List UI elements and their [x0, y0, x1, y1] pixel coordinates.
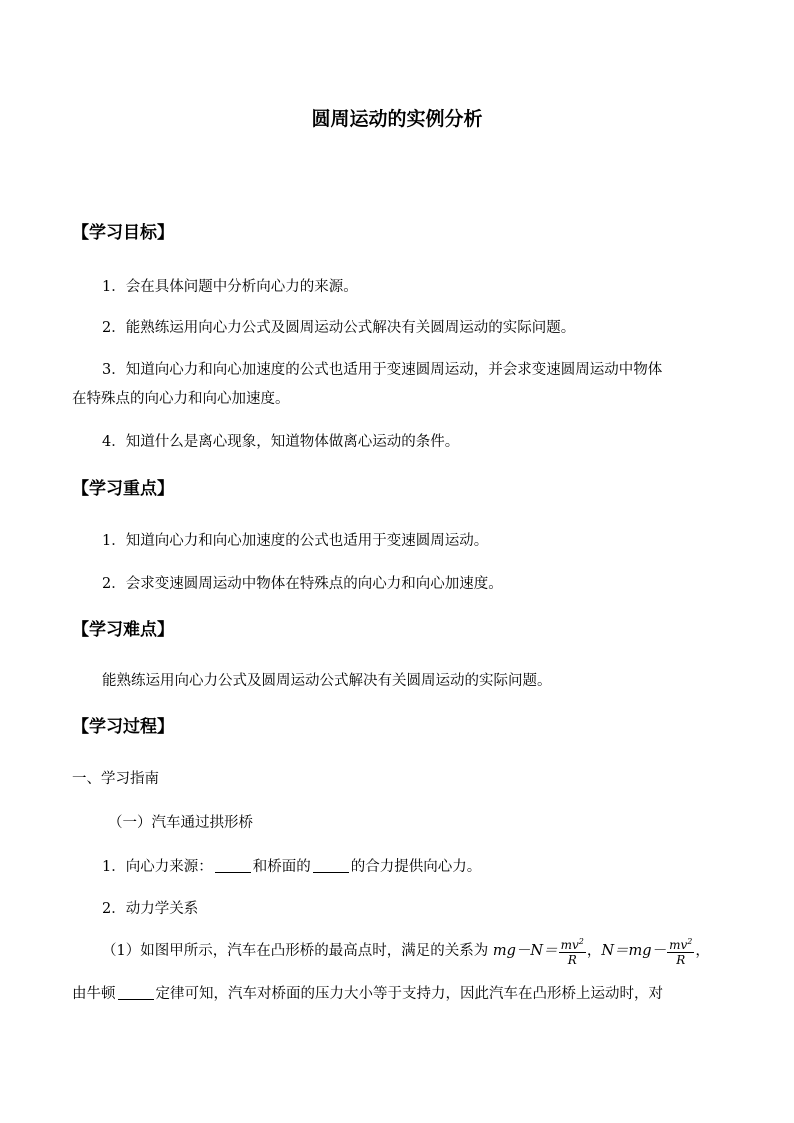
key-points-heading: 【学习重点】	[72, 479, 174, 499]
para1-text: （1）如图甲所示，汽车在凸形桥的最高点时，满足的关系为	[102, 943, 489, 959]
dynamics-heading: 2．动力学关系	[102, 901, 199, 917]
fraction-1	[559, 935, 586, 967]
fraction-2-numerator: mv	[669, 938, 688, 952]
equation-1-left: mg－N＝	[492, 943, 558, 959]
newton-law-line	[72, 982, 663, 1003]
key-point-1: 1．知道向心力和向心加速度的公式也适用于变速圆周运动。	[102, 533, 489, 549]
equation-separator: ，	[586, 943, 602, 959]
convex-bridge-line	[102, 935, 710, 967]
fraction-1-denominator: R	[567, 953, 577, 967]
document-title: 圆周运动的实例分析	[311, 108, 483, 130]
guide-heading: 一、学习指南	[72, 771, 159, 787]
blank-2[interactable]	[313, 858, 349, 873]
subsection-1-heading: （一）汽车通过拱形桥	[108, 815, 253, 831]
fraction-2-exponent: 2	[687, 937, 693, 946]
fraction-2-denominator: R	[676, 953, 686, 967]
fraction-1-exponent: 2	[578, 937, 584, 946]
equation-2-left: N＝mg－	[601, 943, 667, 959]
goal-item-3: 3．知道向心力和向心加速度的公式也适用于变速圆周运动，并会求变速圆周运动中物体	[102, 362, 663, 378]
centripetal-source-line	[102, 855, 481, 876]
equation-end-comma: ，	[695, 943, 710, 959]
blank-3[interactable]	[118, 985, 154, 1000]
goal-item-4: 4．知道什么是离心现象，知道物体做离心运动的条件。	[102, 434, 460, 450]
key-point-2: 2．会求变速圆周运动中物体在特殊点的向心力和向心加速度。	[102, 576, 503, 592]
fraction-1-numerator: mv	[560, 938, 579, 952]
item1-mid: 和桥面的	[252, 859, 311, 875]
para2-start: 由牛顿	[72, 986, 116, 1002]
difficulty-heading: 【学习难点】	[72, 620, 174, 640]
goal-item-1: 1．会在具体问题中分析向心力的来源。	[102, 279, 358, 295]
item1-end: 的合力提供向心力。	[350, 859, 482, 875]
blank-1[interactable]	[215, 858, 251, 873]
process-heading: 【学习过程】	[72, 717, 174, 737]
goal-item-3-cont: 在特殊点的向心力和向心加速度。	[72, 391, 290, 407]
fraction-2	[667, 935, 694, 967]
learning-goals-heading: 【学习目标】	[72, 223, 174, 243]
difficulty-text: 能熟练运用向心力公式及圆周运动公式解决有关圆周运动的实际问题。	[102, 673, 552, 689]
goal-item-2: 2．能熟练运用向心力公式及圆周运动公式解决有关圆周运动的实际问题。	[102, 320, 576, 336]
para2-rest: 定律可知，汽车对桥面的压力大小等于支持力，因此汽车在凸形桥上运动时，对	[155, 986, 663, 1002]
item1-label: 1．向心力来源：	[102, 859, 213, 875]
